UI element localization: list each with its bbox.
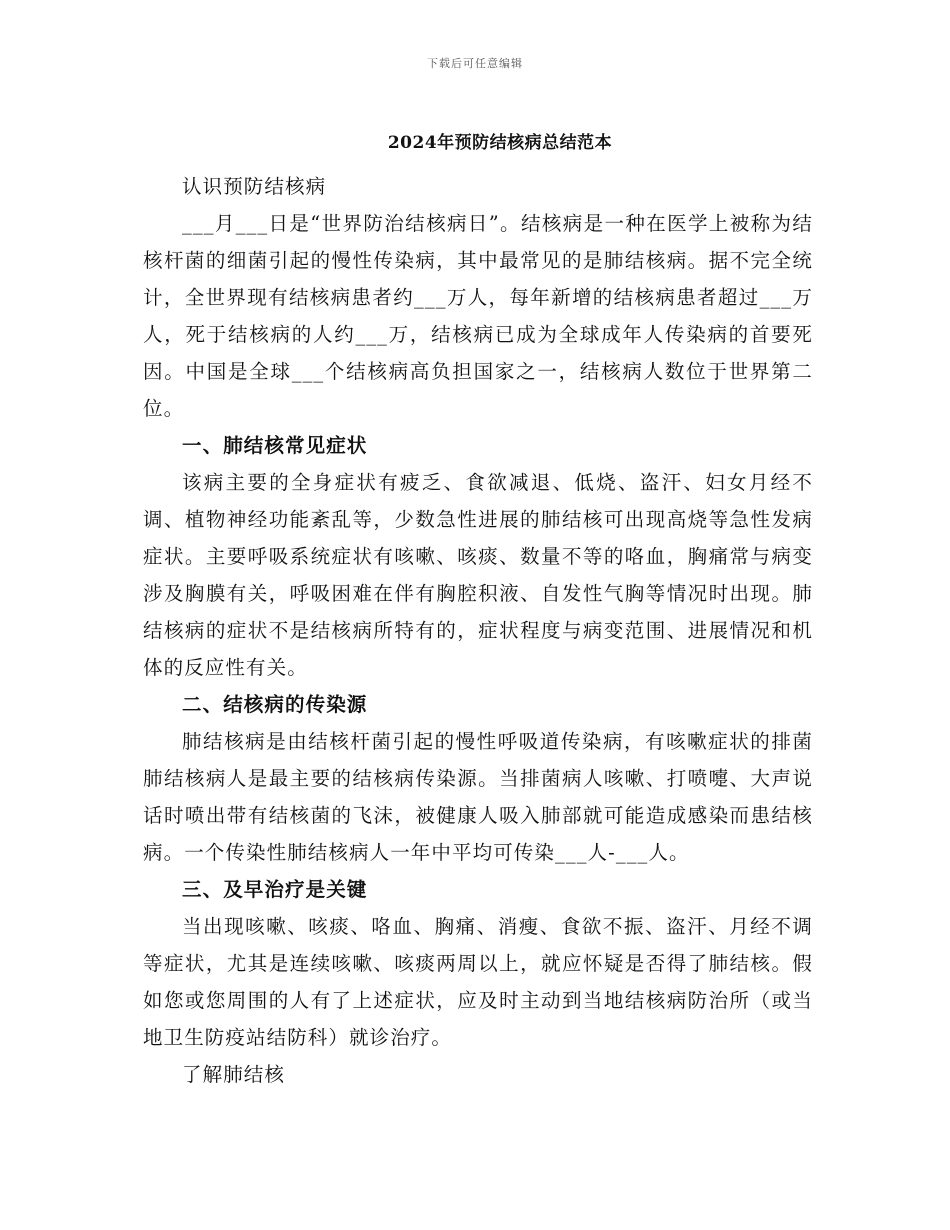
page-header-note: 下载后可任意编辑 <box>427 57 523 70</box>
intro-heading: 认识预防结核病 <box>182 175 327 198</box>
section-3-paragraph: 当出现咳嗽、咳痰、咯血、胸痛、消瘦、食欲不振、盗汗、月经不调等症状，尤其是连续咳嗽、咳痰两周以上，就应怀疑是否得了肺结核。假如您或您周围的人有了上述症状，应及时主动到当地结核病防治所（或当地卫生防疫站结防科）就诊治疗。 <box>143 915 813 1049</box>
section-2-paragraph: 肺结核病是由结核杆菌引起的慢性呼吸道传染病，有咳嗽症状的排菌肺结核病人是最主要的结核病传染源。当排菌病人咳嗽、打喷嚏、大声说话时喷出带有结核菌的飞沫，被健康人吸入肺部就可能造成感染而患结核病。一个传染性肺结核病人一年中平均可传染___人-___人。 <box>143 730 813 864</box>
intro-paragraph: ___月___日是“世界防治结核病日”。结核病是一种在医学上被称为结核杆菌的细菌引起的慢性传染病，其中最常见的是肺结核病。据不完全统计，全世界现有结核病患者约___万人，每年新增的结核病患者超过___万人，死于结核病的人约___万，结核病已成为全球成年人传染病的首要死因。中国是全球___个结核病高负担国家之一，结核病人数位于世界第二位。 <box>143 212 813 420</box>
document-body <box>143 168 813 1093</box>
section-3-heading: 三、及早治疗是关键 <box>182 878 368 901</box>
document-title: 2024年预防结核病总结范本 <box>387 133 613 153</box>
section-1-paragraph: 该病主要的全身症状有疲乏、食欲减退、低烧、盗汗、妇女月经不调、植物神经功能紊乱等，少数急性进展的肺结核可出现高烧等急性发病症状。主要呼吸系统症状有咳嗽、咳痰、数量不等的咯血，胸痛常与病变涉及胸膜有关，呼吸困难在伴有胸腔积液、自发性气胸等情况时出现。肺结核病的症状不是结核病所特有的，症状程度与病变范围、进展情况和机体的反应性有关。 <box>143 471 813 679</box>
section-1-heading: 一、肺结核常见症状 <box>182 434 368 457</box>
section-2-heading: 二、结核病的传染源 <box>182 693 368 716</box>
closing-line: 了解肺结核 <box>182 1063 286 1086</box>
